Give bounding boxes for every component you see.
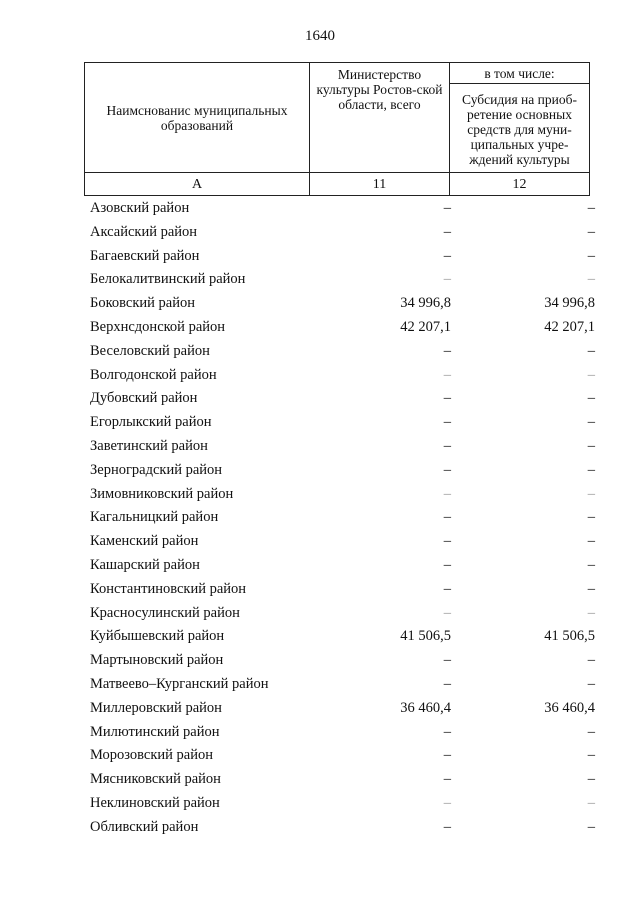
table-header [84,62,590,196]
table-row [84,245,600,269]
municipality-name: Кашарский район [90,556,200,573]
ministry-total-value: – [443,580,451,597]
municipality-name: Мясниковский район [90,771,221,788]
ministry-total-value: – [443,556,451,573]
municipality-name: Мартыновский район [90,652,224,669]
subsidy-value: – [587,723,595,740]
ministry-total-value: – [443,247,451,264]
subsidy-value: – [587,223,595,240]
ministry-total-value: – [443,414,451,431]
ministry-total-value: – [443,437,451,454]
municipality-name: Боковский район [90,295,195,312]
ministry-total-value: – [443,747,451,764]
subsidy-value: – [587,366,595,383]
subsidy-value: – [587,390,595,407]
table-row [84,721,600,745]
table-row [84,459,600,483]
subsidy-value: – [587,247,595,264]
municipality-name: Миллеровский район [90,699,222,716]
table-row [84,697,600,721]
table-row [84,744,600,768]
column-index-a: А [85,173,310,196]
subsidy-value: – [587,675,595,692]
municipality-name: Кагальницкий район [90,509,219,526]
table-row [84,673,600,697]
subsidy-value: – [587,818,595,835]
subsidy-value: – [587,794,595,811]
subsidy-value: 34 996,8 [544,295,595,312]
subsidy-value: – [587,771,595,788]
municipality-name: Матвеево–Курганский район [90,675,269,692]
municipality-name: Зерноградский район [90,461,223,478]
table-row [84,411,600,435]
municipality-name: Веселовский район [90,342,210,359]
header-municipality: Наимснованис муниципальных образований [85,63,310,173]
municipality-name: Неклиновский район [90,794,220,811]
municipality-name: Милютинский район [90,723,220,740]
table-row [84,435,600,459]
municipality-name: Красносулинский район [90,604,240,621]
subsidy-value: – [587,604,595,621]
ministry-total-value: 41 506,5 [400,628,451,645]
table-row [84,387,600,411]
table-body [84,197,600,840]
ministry-total-value: – [443,652,451,669]
table-row [84,602,600,626]
header-ministry-total: Министерство культуры Ростов-ской области, всего [310,63,450,173]
subsidy-value: – [587,556,595,573]
ministry-total-value: 36 460,4 [400,699,451,716]
table-row [84,792,600,816]
table-row [84,530,600,554]
municipality-name: Аксайский район [90,223,198,240]
table-row [84,768,600,792]
table-row [84,506,600,530]
table-row [84,316,600,340]
municipality-name: Константиновский район [90,580,247,597]
table-row [84,554,600,578]
ministry-total-value: – [443,509,451,526]
ministry-total-value: – [443,366,451,383]
ministry-total-value: – [443,794,451,811]
ministry-total-value: – [443,818,451,835]
ministry-total-value: – [443,723,451,740]
municipality-name: Каменский район [90,533,199,550]
table-row [84,292,600,316]
subsidy-value: – [587,580,595,597]
table-row [84,340,600,364]
ministry-total-value: – [443,675,451,692]
subsidy-value: – [587,414,595,431]
ministry-total-value: – [443,271,451,288]
municipality-name: Куйбышевский район [90,628,225,645]
municipality-name: Морозовский район [90,747,214,764]
table-row [84,649,600,673]
subsidy-value: – [587,485,595,502]
subsidy-value: – [587,747,595,764]
subsidy-value: – [587,437,595,454]
municipality-name: Багаевский район [90,247,200,264]
subsidy-value: 42 207,1 [544,318,595,335]
subsidy-value: – [587,509,595,526]
subsidy-value: – [587,652,595,669]
municipality-name: Зимовниковский район [90,485,234,502]
municipality-name: Азовский район [90,200,190,216]
ministry-total-value: – [443,342,451,359]
ministry-total-value: 34 996,8 [400,295,451,312]
municipality-name: Дубовский район [90,390,198,407]
subsidy-value: – [587,461,595,478]
header-subsidy: Субсидия на приоб-ретение основных средств для муни-ципальных учре-ждений культуры [450,84,590,173]
ministry-total-value: – [443,533,451,550]
municipality-name: Обливский район [90,818,199,835]
subsidy-value: – [587,200,595,216]
municipality-name: Егорлыкский район [90,414,212,431]
ministry-total-value: – [443,461,451,478]
subsidy-value: – [587,271,595,288]
ministry-total-value: – [443,390,451,407]
header-including: в том числе: [450,63,590,84]
table-row [84,816,600,840]
ministry-total-value: – [443,200,451,216]
table-row [84,625,600,649]
municipality-name: Волгодонской район [90,366,217,383]
ministry-total-value: – [443,485,451,502]
ministry-total-value: – [443,223,451,240]
table-row [84,197,600,221]
ministry-total-value: – [443,604,451,621]
column-index-11: 11 [310,173,450,196]
subsidy-value: – [587,342,595,359]
municipality-name: Заветинский район [90,437,208,454]
column-index-12: 12 [450,173,590,196]
ministry-total-value: 42 207,1 [400,318,451,335]
table-row [84,268,600,292]
subsidy-value: 41 506,5 [544,628,595,645]
table-row [84,364,600,388]
table-row [84,221,600,245]
table-row [84,483,600,507]
table-row [84,578,600,602]
municipality-name: Белокалитвинский район [90,271,246,288]
page-number: 1640 [305,28,335,44]
ministry-total-value: – [443,771,451,788]
subsidy-value: 36 460,4 [544,699,595,716]
municipality-name: Верхнсдонской район [90,318,226,335]
subsidy-value: – [587,533,595,550]
